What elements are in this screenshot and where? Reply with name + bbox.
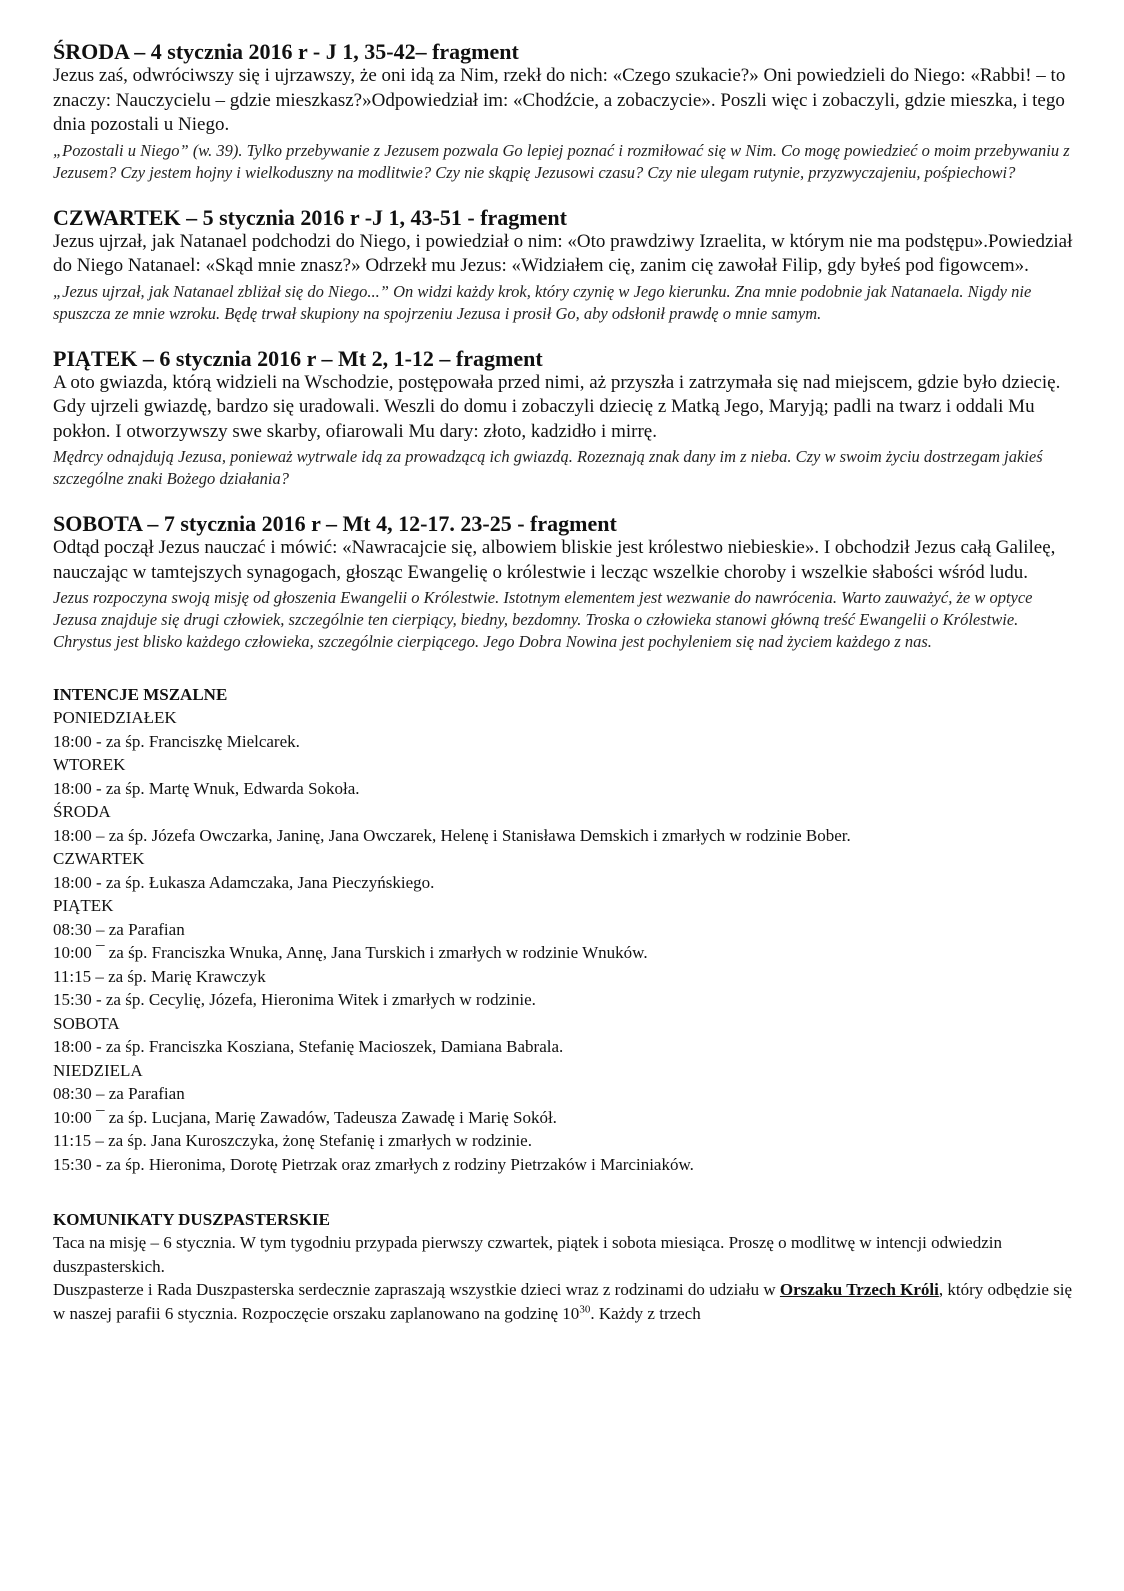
orszak-link[interactable]: Orszaku Trzech Króli	[779, 1280, 939, 1299]
day-label: PIĄTEK	[53, 896, 114, 915]
day-label: CZWARTEK	[53, 849, 145, 868]
day-label: WTOREK	[53, 755, 126, 774]
reading-wednesday	[53, 40, 1073, 184]
mass-line: 11:15 – za śp. Marię Krawczyk	[53, 966, 266, 986]
bulletin-page	[53, 40, 1073, 1325]
reading-thursday	[53, 206, 1073, 325]
announcement-paragraph: Taca na misję – 6 stycznia. W tym tygodniu przypada pierwszy czwartek, piątek i sobota miesiąca. Proszę o modlitwę w intencji odwiedzin duszpasterskich.	[53, 1233, 1002, 1276]
day-label: SOBOTA	[53, 1013, 120, 1033]
mass-intentions	[53, 683, 1073, 1176]
reading-heading: SOBOTA – 7 stycznia 2016 r – Mt 4, 12-17. 23-25 - fragment	[53, 511, 617, 536]
mass-line: 18:00 - za śp. Martę Wnuk, Edwarda Sokoła.	[53, 778, 360, 798]
mass-line: 18:00 - za śp. Franciszka Kosziana, Stefanię Macioszek, Damiana Babrala.	[53, 1037, 564, 1056]
time-superscript: 30	[579, 1302, 591, 1315]
announcement-paragraph	[53, 1278, 1073, 1325]
announcement-text: , który odbędzie się w naszej parafii 6 stycznia. Rozpoczęcie orszaku zaplanowano na godzinę 10	[53, 1280, 1073, 1323]
gospel-text: Jezus zaś, odwróciwszy się i ujrzawszy, że oni idą za Nim, rzekł do nich: «Czego szukacie?» Oni powiedzieli do Niego: «Rabbi! – to znaczy: Nauczycielu – gdzie mieszkasz?»Odpowiedział im: «Chodźcie, a zobaczycie». Poszli więc i zobaczyli, gdzie mieszka, i tego dnia pozostali u Niego.	[53, 65, 1066, 135]
section-title: INTENCJE MSZALNE	[53, 685, 228, 704]
mass-line: 15:30 - za śp. Cecylię, Józefa, Hieronima Witek i zmarłych w rodzinie.	[53, 990, 536, 1009]
reading-heading: PIĄTEK – 6 stycznia 2016 r – Mt 2, 1-12 – fragment	[53, 345, 543, 371]
gospel-text: Jezus ujrzał, jak Natanael podchodzi do Niego, i powiedział o nim: «Oto prawdziwy Izraelita, w którym nie ma podstępu».Powiedział do Niego Natanael: «Skąd mnie znasz?» Odrzekł mu Jezus: «Widziałem cię, zanim cię zawołał Filip, gdy byłeś pod figowcem».	[53, 230, 1073, 276]
reflection-text: „Jezus ujrzał, jak Natanael zbliżał się do Niego...” On widzi każdy krok, który czynię w Jego kierunku. Zna mnie podobnie jak Natanaela. Nigdy nie spuszcza ze mnie wzroku. Będę trwał skupiony na spojrzeniu Jezusa i prosił Go, aby odsłonił prawdę o mnie samym.	[53, 281, 1032, 323]
reflection-text: „Pozostali u Niego” (w. 39). Tylko przebywanie z Jezusem pozwala Go lepiej poznać i rozmiłować się w Nim. Co mogę powiedzieć o moim przebywaniu z Jezusem? Czy jestem hojny i wielkoduszny na modlitwie? Czy nie skąpię Jezusowi czasu? Czy nie ulegam rutynie, przyzwyczajeniu, pośpiechowi?	[53, 140, 1070, 182]
reflection-text: Mędrcy odnajdują Jezusa, ponieważ wytrwale idą za prowadzącą ich gwiazdą. Rozeznają znak dany im z nieba. Czy w swoim życiu dostrzegam jakieś szczególne znaki Bożego działania?	[53, 447, 1043, 488]
reading-heading: CZWARTEK – 5 stycznia 2016 r -J 1, 43-51 - fragment	[53, 204, 567, 230]
mass-line: 10:00 ¯ za śp. Franciszka Wnuka, Annę, Jana Turskich i zmarłych w rodzinie Wnuków.	[53, 943, 648, 962]
reflection-text: Jezus rozpoczyna swoją misję od głoszenia Ewangelii o Królestwie. Istotnym elementem jest wezwanie do nawrócenia. Warto zauważyć, że w optyce Jezusa znajduje się drugi człowiek, szczególnie ten cierpiący, biedny, bezdomny. Troska o człowieka stanowi główną treść Ewangelii o Królestwie. Chrystus jest blisko każdego człowieka, szczególnie cierpiącego. Jego Dobra Nowina jest pochyleniem się nad życiem każdego z nas.	[53, 588, 1033, 651]
mass-line: 15:30 - za śp. Hieronima, Dorotę Pietrzak oraz zmarłych z rodziny Pietrzaków i Marciniaków.	[53, 1154, 694, 1174]
mass-line: 18:00 - za śp. Franciszkę Mielcarek.	[53, 731, 300, 751]
mass-line: 11:15 – za śp. Jana Kuroszczyka, żonę Stefanię i zmarłych w rodzinie.	[53, 1131, 532, 1150]
section-title: KOMUNIKATY DUSZPASTERSKIE	[53, 1210, 330, 1229]
day-label: ŚRODA	[53, 802, 111, 821]
mass-line: 08:30 – za Parafian	[53, 919, 185, 939]
pastoral-announcements	[53, 1208, 1073, 1325]
mass-line: 18:00 – za śp. Józefa Owczarka, Janinę, Jana Owczarek, Helenę i Stanisława Demskich i zmarłych w rodzinie Bober.	[53, 825, 851, 845]
announcement-text: . Każdy z trzech	[590, 1303, 701, 1323]
mass-line: 08:30 – za Parafian	[53, 1084, 185, 1103]
announcement-text: Duszpasterze i Rada Duszpasterska serdecznie zapraszają wszystkie dzieci wraz z rodzinami do udziału w	[53, 1280, 780, 1299]
gospel-text: A oto gwiazda, którą widzieli na Wschodzie, postępowała przed nimi, aż przyszła i zatrzymała się nad miejscem, gdzie było dziecię. Gdy ujrzeli gwiazdę, bardzo się uradowali. Weszli do domu i zobaczyli dziecię z Matką Jego, Maryją; padli na twarz i oddali Mu pokłon. I otworzywszy swe skarby, ofiarowali Mu dary: złoto, kadzidło i mirrę.	[53, 371, 1061, 442]
mass-line: 10:00 ¯ za śp. Lucjana, Marię Zawadów, Tadeusza Zawadę i Marię Sokół.	[53, 1107, 557, 1127]
reading-friday	[53, 347, 1073, 491]
day-label: NIEDZIELA	[53, 1060, 143, 1080]
reading-heading: ŚRODA – 4 stycznia 2016 r - J 1, 35-42– fragment	[53, 39, 519, 64]
gospel-text: Odtąd począł Jezus nauczać i mówić: «Nawracajcie się, albowiem bliskie jest królestwo niebieskie». I obchodził Jezus całą Galileę, nauczając w tamtejszych synagogach, głosząc Ewangelię o królestwie i lecząc wszelkie choroby i wszelkie słabości wśród ludu.	[53, 537, 1056, 583]
day-label: PONIEDZIAŁEK	[53, 708, 177, 727]
reading-saturday	[53, 512, 1073, 653]
mass-line: 18:00 - za śp. Łukasza Adamczaka, Jana Pieczyńskiego.	[53, 872, 435, 892]
